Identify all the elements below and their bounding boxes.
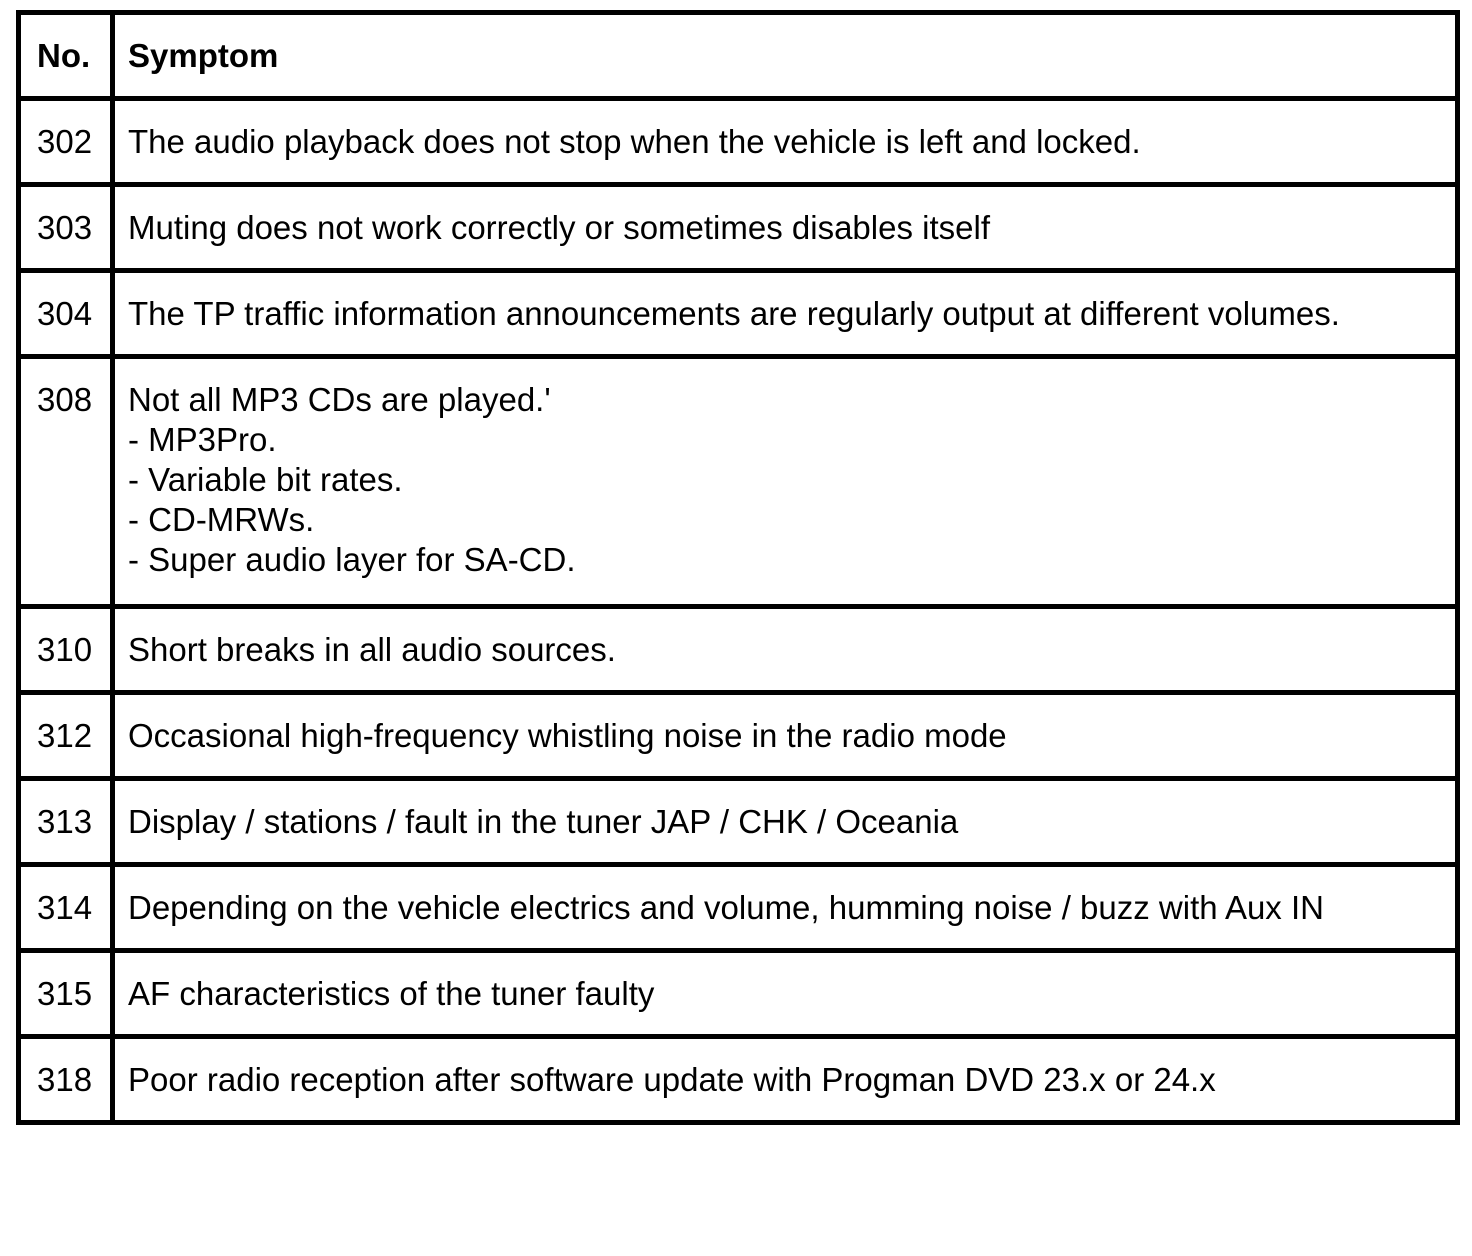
table-row [19, 779, 1458, 865]
row-number: 308 [19, 357, 113, 607]
row-number: 318 [19, 1037, 113, 1123]
row-symptom: Occasional high-frequency whistling noise in the radio mode [113, 693, 1458, 779]
row-symptom: Display / stations / fault in the tuner JAP / CHK / Oceania [113, 779, 1458, 865]
row-number: 312 [19, 693, 113, 779]
table-row [19, 271, 1458, 357]
row-number: 314 [19, 865, 113, 951]
table-row [19, 1037, 1458, 1123]
row-number: 310 [19, 607, 113, 693]
row-number: 303 [19, 185, 113, 271]
row-symptom-multiline [113, 357, 1458, 607]
row-symptom-detail: - CD-MRWs. [128, 501, 315, 538]
table-row [19, 865, 1458, 951]
row-symptom-detail: - Super audio layer for SA-CD. [128, 541, 576, 578]
row-symptom: The TP traffic information announcements are regularly output at different volumes. [113, 271, 1458, 357]
table-row [19, 607, 1458, 693]
table-row [19, 357, 1458, 607]
row-symptom-detail: - Variable bit rates. [128, 461, 403, 498]
row-symptom: Depending on the vehicle electrics and volume, humming noise / buzz with Aux IN [113, 865, 1458, 951]
row-symptom: Muting does not work correctly or sometimes disables itself [113, 185, 1458, 271]
table-row [19, 99, 1458, 185]
row-symptom-detail: - MP3Pro. [128, 421, 277, 458]
row-symptom: Short breaks in all audio sources. [113, 607, 1458, 693]
row-number: 302 [19, 99, 113, 185]
row-symptom: The audio playback does not stop when the vehicle is left and locked. [113, 99, 1458, 185]
table-row [19, 693, 1458, 779]
symptom-table [16, 10, 1460, 1125]
column-header-no: No. [19, 13, 113, 99]
row-symptom-main: Not all MP3 CDs are played.' [128, 381, 551, 418]
row-number: 313 [19, 779, 113, 865]
table-header-row [19, 13, 1458, 99]
column-header-symptom: Symptom [113, 13, 1458, 99]
row-symptom: AF characteristics of the tuner faulty [113, 951, 1458, 1037]
row-number: 304 [19, 271, 113, 357]
table-row [19, 185, 1458, 271]
row-number: 315 [19, 951, 113, 1037]
table-row [19, 951, 1458, 1037]
row-symptom: Poor radio reception after software update with Progman DVD 23.x or 24.x [113, 1037, 1458, 1123]
